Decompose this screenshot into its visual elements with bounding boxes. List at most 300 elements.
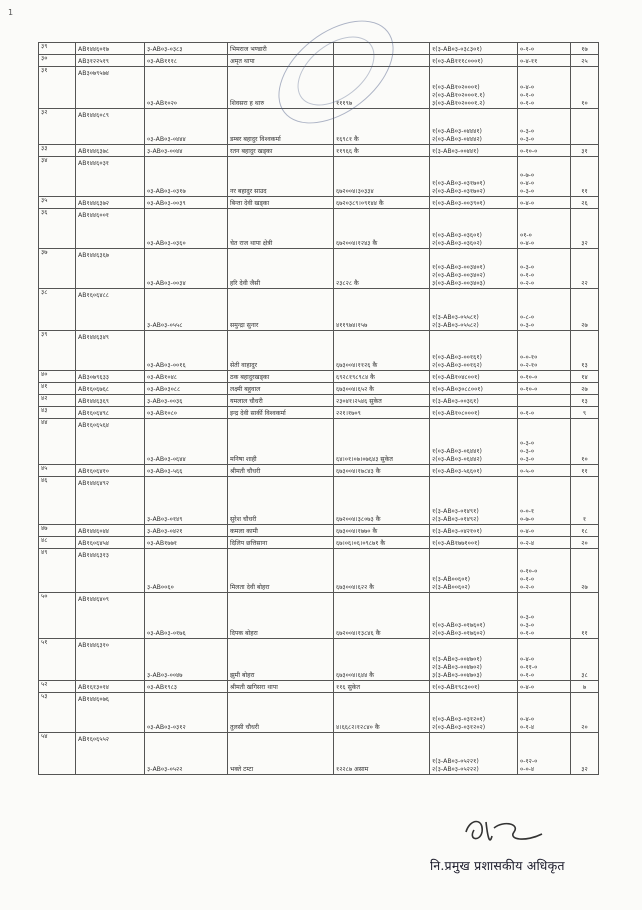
cell-area — [518, 157, 571, 197]
new-plot-entry: २(०३-AB०३-०१७६०२) — [432, 630, 486, 637]
cell-area — [518, 593, 571, 639]
new-plot-entry: १(३-AB००६०१) — [432, 576, 471, 583]
area-entry: ०१-० — [520, 232, 532, 239]
cell-owner-name: बिन्ता देवी खड्का — [228, 197, 334, 209]
cell-new-plots — [430, 465, 518, 477]
area-entry: ०-४-० — [520, 180, 535, 187]
area-entry: ०-१२-० — [520, 758, 538, 765]
cell-remark: १० — [571, 67, 599, 109]
table-row — [39, 419, 599, 465]
area-entry: ०-२-० — [520, 280, 535, 287]
cell-id: AB१४४६३४९ — [76, 331, 145, 371]
area-entry: ०-३-० — [520, 128, 535, 135]
cell-old-plot: ०३-AB०३०८८ — [145, 383, 228, 395]
area-entry: ०-०-४ — [520, 766, 535, 773]
cell-id: AB१६०६५६४ — [76, 419, 145, 465]
table-row — [39, 249, 599, 289]
cell-owner-name: भिमराज भण्डारी — [228, 43, 334, 55]
new-plot-entry: १(०३-AB०३-०३१२०१) — [432, 716, 486, 723]
new-plot-entry: २(०३-AB०३-००१६२) — [432, 362, 482, 369]
cell-id: AB१४४६३७८ — [76, 145, 145, 157]
cell-old-plot: ३-AB०३-००३६ — [145, 395, 228, 407]
cell-new-plots — [430, 693, 518, 733]
new-plot-entry: १(०३-AB१०२०००१) — [432, 84, 480, 91]
cell-owner-name: दिलिप छत्तिसाना — [228, 537, 334, 549]
cell-remark: ९ — [571, 407, 599, 419]
new-plot-entry: १(०३-AB१०८०००१) — [432, 410, 480, 417]
cell-owner-name: श्रीमती चौधरी — [228, 465, 334, 477]
cell-owner-name: भक्ते टम्टा — [228, 733, 334, 775]
cell-remark: २७ — [571, 383, 599, 395]
cell-serial: ४७ — [39, 525, 76, 537]
cell-old-plot: ०३-AB१०२० — [145, 67, 228, 109]
signatory-title: नि.प्रमुख प्रशासकीय अधिकृत — [430, 858, 565, 873]
cell-serial: ४८ — [39, 537, 76, 549]
area-entry: ०-४-० — [520, 240, 535, 247]
new-plot-entry: २(०३-AB०३-०३१७०२) — [432, 188, 486, 195]
cell-id: AB१६०६४१० — [76, 465, 145, 477]
cell-old-plot: ३-AB००६० — [145, 549, 228, 593]
table-row — [39, 593, 599, 639]
cell-citizenship: ११६ सुकेत — [334, 681, 430, 693]
cell-id: AB१६०६७६८ — [76, 383, 145, 395]
cell-area — [518, 209, 571, 249]
cell-owner-name: कमला कामी — [228, 525, 334, 537]
cell-id: AB१६०६५५२ — [76, 733, 145, 775]
cell-old-plot: ३-AB०३-०१४९ — [145, 477, 228, 525]
cell-serial: ३० — [39, 55, 76, 67]
new-plot-entry: १(०३-AB०३-०६४४१) — [432, 448, 482, 455]
cell-old-plot: ३-AB०३-००४७ — [145, 639, 228, 681]
cell-serial: ३९ — [39, 43, 76, 55]
area-entry: ०-१-० — [520, 672, 535, 679]
cell-serial: ४१ — [39, 383, 76, 395]
cell-serial: ३२ — [39, 109, 76, 145]
new-plot-entry: १(३-AB०३-०३८३०१) — [432, 46, 482, 53]
table-row — [39, 209, 599, 249]
cell-old-plot: ३-AB०३-०५२२ — [145, 733, 228, 775]
cell-old-plot: ०३-AB०३-५६६ — [145, 465, 228, 477]
table-row — [39, 681, 599, 693]
table-row — [39, 639, 599, 681]
table-row — [39, 525, 599, 537]
cell-owner-name: हरि देवी जैसी — [228, 249, 334, 289]
cell-owner-name: तुलसी चौधरी — [228, 693, 334, 733]
area-entry: ०-३-० — [520, 322, 535, 329]
cell-citizenship: २३८२८ कै — [334, 249, 430, 289]
new-plot-entry: १(३-AB०३-००३६१) — [432, 398, 479, 405]
cell-citizenship: ६४।०१।०७।०७६४३ सुकेत — [334, 419, 430, 465]
cell-new-plots — [430, 43, 518, 55]
cell-id: AB१४४६४९२ — [76, 477, 145, 525]
cell-owner-name: समुन्द्रा सुनार — [228, 289, 334, 331]
signature — [456, 810, 546, 854]
table-row — [39, 477, 599, 525]
cell-new-plots — [430, 145, 518, 157]
cell-id: AB१४४६३१० — [76, 639, 145, 681]
cell-remark: ७ — [571, 681, 599, 693]
corner-mark: 1 — [8, 8, 14, 17]
cell-id: AB१६१३०१४ — [76, 681, 145, 693]
cell-citizenship: ६७२००४।१२४३ कै — [334, 209, 430, 249]
cell-remark: १३ — [571, 331, 599, 371]
table-row — [39, 395, 599, 407]
new-plot-entry: २(०३-AB०३-०६४४२) — [432, 456, 482, 463]
cell-area — [518, 395, 571, 407]
cell-citizenship: ६७२००४।३८०७३ कै — [334, 477, 430, 525]
new-plot-entry: २(३-AB००६०२) — [432, 584, 471, 591]
cell-citizenship: ६७३००४।६४४ कै — [334, 639, 430, 681]
cell-area — [518, 407, 571, 419]
cell-serial: ४३ — [39, 407, 76, 419]
area-entry: ०-३-० — [520, 440, 535, 447]
new-plot-entry: २(०३-AB०३-०४४४२) — [432, 136, 482, 143]
cell-serial: ३७ — [39, 249, 76, 289]
new-plot-entry: १(०३-AB०३-०४४४१) — [432, 128, 482, 135]
area-entry: ०-१०-० — [520, 568, 538, 575]
cell-old-plot: ०३-AB०३-००३४ — [145, 249, 228, 289]
cell-new-plots — [430, 249, 518, 289]
cell-citizenship: ६७३००४।१७७० कै — [334, 525, 430, 537]
cell-area — [518, 55, 571, 67]
cell-new-plots — [430, 525, 518, 537]
cell-owner-name: नर बहादुर साउद — [228, 157, 334, 197]
cell-serial: ३५ — [39, 197, 76, 209]
cell-area — [518, 43, 571, 55]
table-body — [39, 43, 599, 775]
table-row — [39, 145, 599, 157]
new-plot-entry: १(३-AB०३-००४७०१) — [432, 656, 482, 663]
cell-area — [518, 145, 571, 157]
cell-serial: ४९ — [39, 549, 76, 593]
cell-id: AB१४४६०८९ — [76, 109, 145, 145]
area-entry: ०-८-० — [520, 314, 535, 321]
cell-remark: २२ — [571, 249, 599, 289]
cell-serial: ४२ — [39, 395, 76, 407]
cell-owner-name: लक्ष्मी बहुवाल — [228, 383, 334, 395]
table-row — [39, 157, 599, 197]
new-plot-entry: १(३-AB०३-०१४९१) — [432, 508, 479, 515]
area-entry: ०-२-० — [520, 584, 535, 591]
new-plot-entry: १(०३-AB०३-००३४०१) — [432, 264, 486, 271]
cell-new-plots — [430, 289, 518, 331]
new-plot-entry: १(३-AB०३-०५२२१) — [432, 758, 479, 765]
cell-citizenship: १२२८७ असाम — [334, 733, 430, 775]
cell-id: AB१४४६३७२ — [76, 197, 145, 209]
cell-old-plot: ०३-AB०३-०३१७ — [145, 157, 228, 197]
cell-remark: ११ — [571, 465, 599, 477]
cell-owner-name: सेती वाहादुर — [228, 331, 334, 371]
new-plot-entry: २(३-AB०३-०५२२२) — [432, 766, 479, 773]
table-row — [39, 289, 599, 331]
cell-serial: ३३ — [39, 145, 76, 157]
cell-area — [518, 419, 571, 465]
cell-new-plots — [430, 681, 518, 693]
new-plot-entry: १(०३-AB१७७१००१) — [432, 540, 480, 547]
cell-citizenship: ६७३००४।६२२ कै — [334, 549, 430, 593]
area-entry: ०-११-० — [520, 664, 538, 671]
new-plot-entry: १(०३-AB१०४८००१) — [432, 374, 480, 381]
area-entry: ०-४-० — [520, 684, 535, 691]
area-entry: ०-३-० — [520, 448, 535, 455]
cell-new-plots — [430, 549, 518, 593]
cell-area — [518, 197, 571, 209]
cell-new-plots — [430, 209, 518, 249]
cell-area — [518, 549, 571, 593]
new-plot-entry: २(३-AB०३-०१४९२) — [432, 516, 479, 523]
cell-id: AB१६०६४९८ — [76, 407, 145, 419]
cell-old-plot: ०३-AB०३-०३६० — [145, 209, 228, 249]
cell-new-plots — [430, 383, 518, 395]
cell-id: AB३१२२५१९ — [76, 55, 145, 67]
cell-serial: ४० — [39, 371, 76, 383]
cell-old-plot: ३-AB०३-०३८३ — [145, 43, 228, 55]
cell-citizenship: १६९८१ कै — [334, 109, 430, 145]
cell-remark: १ — [571, 477, 599, 525]
area-entry: ०-४-० — [520, 84, 535, 91]
cell-remark — [571, 109, 599, 145]
cell-citizenship: २३०४१।२५४६ सुकेत — [334, 395, 430, 407]
table-row — [39, 733, 599, 775]
new-plot-entry: २(३-AB०३-०५५८२) — [432, 322, 479, 329]
cell-owner-name: मिलता देवी बोहरा — [228, 549, 334, 593]
cell-id: AB१४४६०४४ — [76, 525, 145, 537]
cell-area — [518, 67, 571, 109]
cell-new-plots — [430, 477, 518, 525]
cell-id: AB१४४६३६९ — [76, 395, 145, 407]
cell-area — [518, 109, 571, 145]
cell-area — [518, 693, 571, 733]
area-entry: ०-१-० — [520, 410, 535, 417]
cell-remark: २६ — [571, 197, 599, 209]
cell-serial: ५३ — [39, 693, 76, 733]
cell-id: AB१४४६३६७ — [76, 249, 145, 289]
new-plot-entry: २(०३-AB०३-०३१२०२) — [432, 724, 486, 731]
cell-owner-name: दिपक बोहरा — [228, 593, 334, 639]
cell-id: AB१४४६३१३ — [76, 549, 145, 593]
new-plot-entry: ३(०३-AB०३-००३४०३) — [432, 280, 486, 287]
cell-serial: ४६ — [39, 477, 76, 525]
cell-serial: ५१ — [39, 639, 76, 681]
new-plot-entry: १(३-AB०३-००४४१) — [432, 148, 479, 155]
new-plot-entry: १(०३-AB०३-००१६१) — [432, 354, 482, 361]
cell-citizenship: ११९६६ कै — [334, 145, 430, 157]
new-plot-entry: १(०३-AB०३-००३९०१) — [432, 200, 486, 207]
area-entry: ०-३-० — [520, 188, 535, 195]
new-plot-entry: १(०३-AB१११८०००१) — [432, 58, 483, 65]
new-plot-entry: ३(०३-AB१०२०००१.२) — [432, 100, 485, 107]
cell-remark: २० — [571, 537, 599, 549]
cell-owner-name: यमलाल चौधरी — [228, 395, 334, 407]
cell-old-plot: ०३-AB०३-००१६ — [145, 331, 228, 371]
cell-new-plots — [430, 331, 518, 371]
cell-remark: १८ — [571, 525, 599, 537]
new-plot-entry: २(०३-AB१०२०००१.१) — [432, 92, 485, 99]
cell-new-plots — [430, 197, 518, 209]
cell-old-plot: ०३-AB०३-०३१२ — [145, 693, 228, 733]
table-row — [39, 371, 599, 383]
area-entry: ०-३-० — [520, 622, 535, 629]
area-entry: ०-१०-० — [520, 374, 538, 381]
area-entry: ०-३-० — [520, 614, 535, 621]
cell-id: AB१४४६०१७ — [76, 43, 145, 55]
area-entry: ०-४-० — [520, 528, 535, 535]
area-entry: ०-७-० — [520, 516, 535, 523]
cell-owner-name: ठक बहादुरखड्का — [228, 371, 334, 383]
cell-remark: ३८ — [571, 639, 599, 681]
area-entry: ०-१०-० — [520, 148, 538, 155]
cell-old-plot: ०३-AB१०८० — [145, 407, 228, 419]
cell-owner-name: अमृत थापा — [228, 55, 334, 67]
area-entry: ०-३-० — [520, 456, 535, 463]
cell-owner-name: झुमी बोहरा — [228, 639, 334, 681]
area-entry: ०-१-० — [520, 630, 535, 637]
cell-serial: ३६ — [39, 209, 76, 249]
cell-old-plot: ३-AB०३-००४४ — [145, 145, 228, 157]
area-entry: ०-१-० — [520, 100, 535, 107]
cell-citizenship: १११९७ — [334, 67, 430, 109]
area-entry: ०-१-४ — [520, 724, 535, 731]
area-entry: ०-७-० — [520, 172, 535, 179]
cell-serial: ३८ — [39, 289, 76, 331]
cell-id: AB१६०६४५४ — [76, 537, 145, 549]
cell-area — [518, 733, 571, 775]
cell-area — [518, 383, 571, 395]
land-record-table — [38, 42, 599, 775]
area-entry: ०-३-० — [520, 136, 535, 143]
cell-owner-name: रतन बहादुर खड्का — [228, 145, 334, 157]
new-plot-entry: ३(३-AB०३-००४७०३) — [432, 672, 482, 679]
cell-citizenship: ६७२०३८९।०९१४४ कै — [334, 197, 430, 209]
cell-citizenship: ४११९७४।१५७ — [334, 289, 430, 331]
cell-old-plot: ०३-AB०३-०४४४ — [145, 109, 228, 145]
cell-citizenship: ६९२८१९८९८४ कै — [334, 371, 430, 383]
cell-area — [518, 465, 571, 477]
cell-remark: २७ — [571, 549, 599, 593]
cell-old-plot: ३-AB०३-०५५८ — [145, 289, 228, 331]
table-row — [39, 383, 599, 395]
new-plot-entry: १(०३-AB०३-५६६०१) — [432, 468, 482, 475]
table-row — [39, 465, 599, 477]
table-row — [39, 537, 599, 549]
cell-serial: ५२ — [39, 681, 76, 693]
area-entry: ०-०-१ — [520, 508, 535, 515]
cell-id: AB१४४६००१ — [76, 209, 145, 249]
cell-serial: ५० — [39, 593, 76, 639]
new-plot-entry: २(०३-AB०३-०३६०२) — [432, 240, 482, 247]
cell-remark: १७ — [571, 43, 599, 55]
area-entry: ०-५-० — [520, 468, 535, 475]
cell-area — [518, 477, 571, 525]
cell-owner-name: डम्बर बहादुर विश्वकर्मा — [228, 109, 334, 145]
cell-new-plots — [430, 55, 518, 67]
cell-remark: ३१ — [571, 145, 599, 157]
cell-remark: १४ — [571, 371, 599, 383]
cell-id: AB१४४६०७६ — [76, 693, 145, 733]
area-entry: ०-१-० — [520, 92, 535, 99]
cell-owner-name: श्रीमती खगिसरा थापा — [228, 681, 334, 693]
cell-owner-name: चेत राज थापा क्षेत्री — [228, 209, 334, 249]
cell-remark: २० — [571, 693, 599, 733]
cell-old-plot: ०३-AB१७७१ — [145, 537, 228, 549]
cell-remark: ३२ — [571, 209, 599, 249]
cell-citizenship: २२१।१७०९ — [334, 407, 430, 419]
cell-citizenship: ६७३००४।११२६ कै — [334, 331, 430, 371]
cell-remark: १० — [571, 419, 599, 465]
cell-serial: ४५ — [39, 465, 76, 477]
cell-new-plots — [430, 157, 518, 197]
cell-serial: ३४ — [39, 157, 76, 197]
table-row — [39, 331, 599, 371]
cell-citizenship: ६७२००४।१३८४६ कै — [334, 593, 430, 639]
cell-citizenship: ६७३००४।६५२ कै — [334, 383, 430, 395]
cell-new-plots — [430, 371, 518, 383]
cell-new-plots — [430, 67, 518, 109]
new-plot-entry: १(३-AB०३-०४२१०१) — [432, 528, 482, 535]
cell-id: AB३०७९६३३ — [76, 371, 145, 383]
new-plot-entry: १(३-AB०३-०५५८१) — [432, 314, 479, 321]
cell-remark: ३२ — [571, 733, 599, 775]
cell-id: AB१४४६४०९ — [76, 593, 145, 639]
cell-id: AB१६०६४८८ — [76, 289, 145, 331]
cell-area — [518, 371, 571, 383]
cell-new-plots — [430, 733, 518, 775]
area-entry: ०-१०-० — [520, 386, 538, 393]
cell-owner-name: सुरेश चौधरी — [228, 477, 334, 525]
cell-area — [518, 249, 571, 289]
cell-citizenship: ६७२००४।३०३३४ — [334, 157, 430, 197]
cell-new-plots — [430, 593, 518, 639]
area-entry: ०-१-० — [520, 576, 535, 583]
cell-remark: २७ — [571, 289, 599, 331]
new-plot-entry: १(०३-AB०३-०३६०१) — [432, 232, 482, 239]
new-plot-entry: १(०३-AB०३-०३१७०१) — [432, 180, 486, 187]
cell-serial: ३१ — [39, 67, 76, 109]
cell-area — [518, 331, 571, 371]
table-row — [39, 549, 599, 593]
cell-owner-name: इन्द्र देवी सार्की विश्वकर्मा — [228, 407, 334, 419]
area-entry: ०-४-० — [520, 656, 535, 663]
cell-area — [518, 525, 571, 537]
cell-old-plot: ०३-AB०३-०१७६ — [145, 593, 228, 639]
new-plot-entry: १(०३-AB१९८३००१) — [432, 684, 480, 691]
cell-serial: ५४ — [39, 733, 76, 775]
cell-citizenship: ६७३००४।१७८४३ कै — [334, 465, 430, 477]
area-entry: ०-२-४ — [520, 540, 535, 547]
cell-new-plots — [430, 395, 518, 407]
area-entry: ०-४-० — [520, 200, 535, 207]
cell-new-plots — [430, 537, 518, 549]
cell-citizenship: ६७।०६।०६।०९८७१ कै — [334, 537, 430, 549]
cell-old-plot: ०३-AB०३-०६४४ — [145, 419, 228, 465]
new-plot-entry: १(०३-AB०३-०१७६०१) — [432, 622, 486, 629]
cell-owner-name: शिवसरा ह थारु — [228, 67, 334, 109]
area-entry: ०-४-११ — [520, 58, 538, 65]
cell-remark: ११ — [571, 157, 599, 197]
cell-citizenship: ४।६६८२।१२८४० कै — [334, 693, 430, 733]
area-entry: ०-२-१० — [520, 362, 538, 369]
cell-new-plots — [430, 407, 518, 419]
cell-old-plot: ३-AB०३-०४२१ — [145, 525, 228, 537]
area-entry: ०-३-० — [520, 264, 535, 271]
table-row — [39, 407, 599, 419]
cell-area — [518, 639, 571, 681]
table-row — [39, 197, 599, 209]
cell-new-plots — [430, 419, 518, 465]
cell-owner-name: मनिषा शाही — [228, 419, 334, 465]
cell-serial: ४४ — [39, 419, 76, 465]
cell-area — [518, 289, 571, 331]
